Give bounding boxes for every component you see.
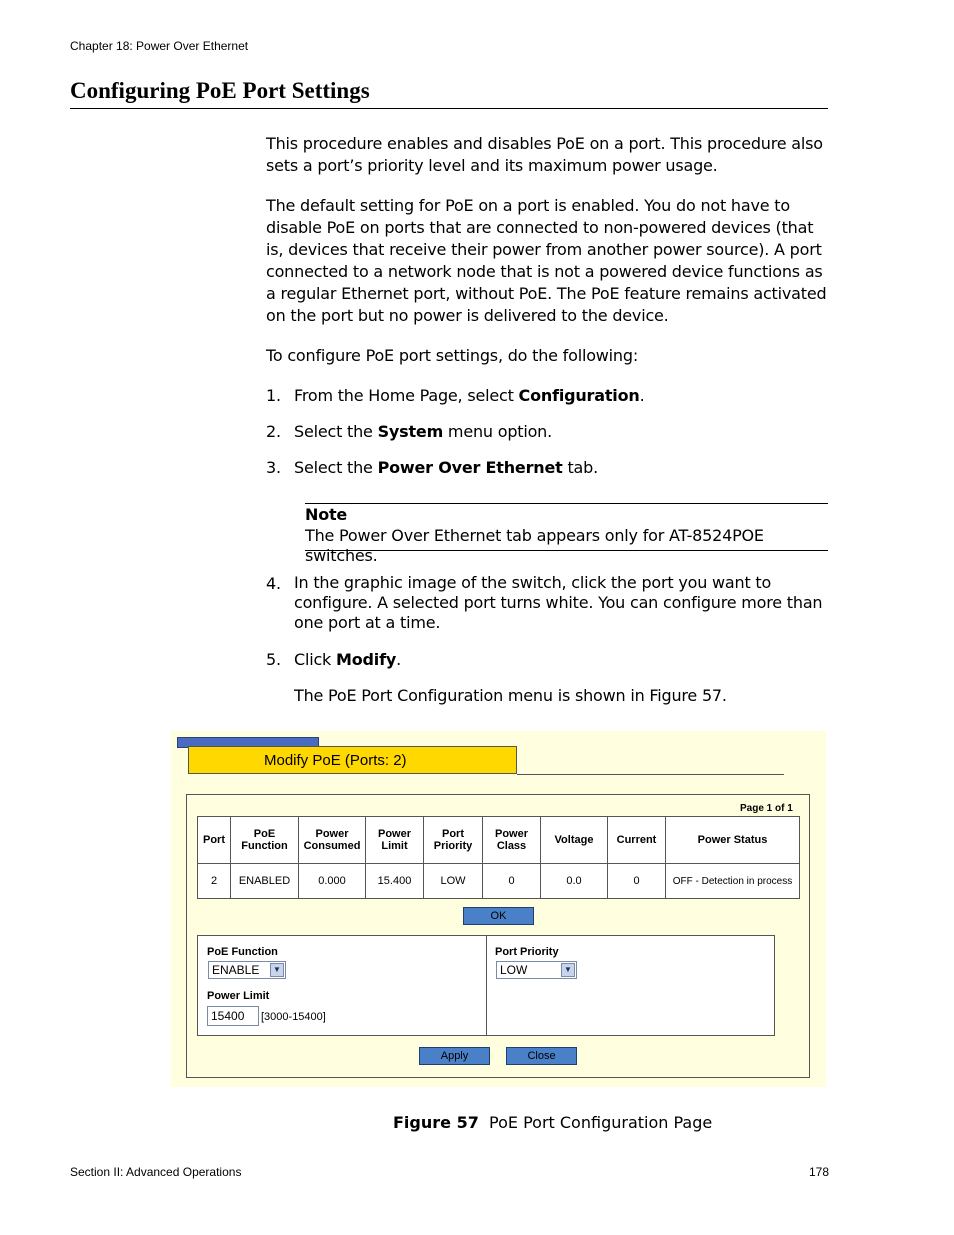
col-header: Power Class (483, 817, 541, 864)
chevron-down-icon: ▼ (561, 963, 575, 977)
col-header: Port (198, 817, 231, 864)
figure-caption: Figure 57 PoE Port Configuration Page (393, 1113, 713, 1132)
port-priority-label: Port Priority (495, 946, 559, 958)
step-number: 5. (266, 650, 281, 669)
poe-function-label: PoE Function (207, 946, 278, 958)
col-header: Port Priority (424, 817, 483, 864)
power-limit-label: Power Limit (207, 990, 270, 1002)
step-number: 2. (266, 422, 281, 441)
section-title: Configuring PoE Port Settings (70, 78, 828, 109)
apply-button[interactable]: Apply (419, 1047, 490, 1065)
col-header: PoE Function (231, 817, 299, 864)
col-header: Power Consumed (299, 817, 366, 864)
table-cell: 0.0 (541, 864, 608, 899)
power-limit-input[interactable]: 15400 (207, 1006, 259, 1026)
table-cell: 0.000 (299, 864, 366, 899)
note-box (305, 503, 828, 565)
running-header: Chapter 18: Power Over Ethernet (70, 39, 249, 53)
paragraph-1: This procedure enables and disables PoE on a port. This procedure also sets a port’s priority level and its maximum power usage. (266, 134, 823, 175)
modify-poe-header: Modify PoE (Ports: 2) (188, 746, 517, 774)
step-4: In the graphic image of the switch, click the port you want to configure. A selected port turns white. You can configure more than one port at a time. (294, 573, 823, 632)
col-header: Current (608, 817, 666, 864)
step-number: 4. (266, 574, 281, 593)
port-priority-value: LOW (500, 963, 528, 977)
power-limit-range: [3000-15400] (261, 1011, 326, 1023)
step-3: Select the Power Over Ethernet tab. (294, 458, 598, 477)
note-text: The Power Over Ethernet tab appears only for AT-8524POE switches. (305, 526, 764, 565)
page-number: 178 (809, 1165, 830, 1179)
ok-button[interactable]: OK (463, 907, 534, 925)
poe-function-select[interactable] (208, 961, 286, 979)
table-header-row (198, 817, 800, 864)
step-2: Select the System menu option. (294, 422, 553, 441)
table-cell: OFF - Detection in process (666, 864, 800, 899)
table-cell: 0 (608, 864, 666, 899)
figure-reference: The PoE Port Configuration menu is shown in Figure 57. (294, 686, 727, 705)
table-cell: 0 (483, 864, 541, 899)
paragraph-2: The default setting for PoE on a port is enabled. You do not have to disable PoE on ports that are connected to non-powered devices (that is, devices that receive their power from another power source). A port connected to a network node that is not a powered device functions as a regular Ethernet port, without PoE. The PoE feature remains activated on the port but no power is delivered to the device. (266, 196, 827, 325)
close-button[interactable]: Close (506, 1047, 577, 1065)
col-header: Power Status (666, 817, 800, 864)
poe-port-table (197, 816, 800, 899)
table-cell: 15.400 (366, 864, 424, 899)
note-title: Note (305, 505, 348, 524)
table-cell: LOW (424, 864, 483, 899)
step-number: 3. (266, 458, 281, 477)
header-rule (517, 774, 784, 775)
step-1: From the Home Page, select Configuration. (294, 386, 645, 405)
form-divider (486, 935, 487, 1036)
table-cell: 2 (198, 864, 231, 899)
table-cell: ENABLED (231, 864, 299, 899)
footer-section: Section II: Advanced Operations (70, 1165, 242, 1179)
poe-function-value: ENABLE (212, 963, 260, 977)
step-5: Click Modify. (294, 650, 401, 669)
step-number: 1. (266, 386, 281, 405)
port-priority-select[interactable] (496, 961, 577, 979)
col-header: Voltage (541, 817, 608, 864)
col-header: Power Limit (366, 817, 424, 864)
paragraph-3: To configure PoE port settings, do the following: (266, 346, 639, 365)
chevron-down-icon: ▼ (270, 963, 284, 977)
page-info: Page 1 of 1 (740, 803, 793, 814)
table-row (198, 864, 800, 899)
